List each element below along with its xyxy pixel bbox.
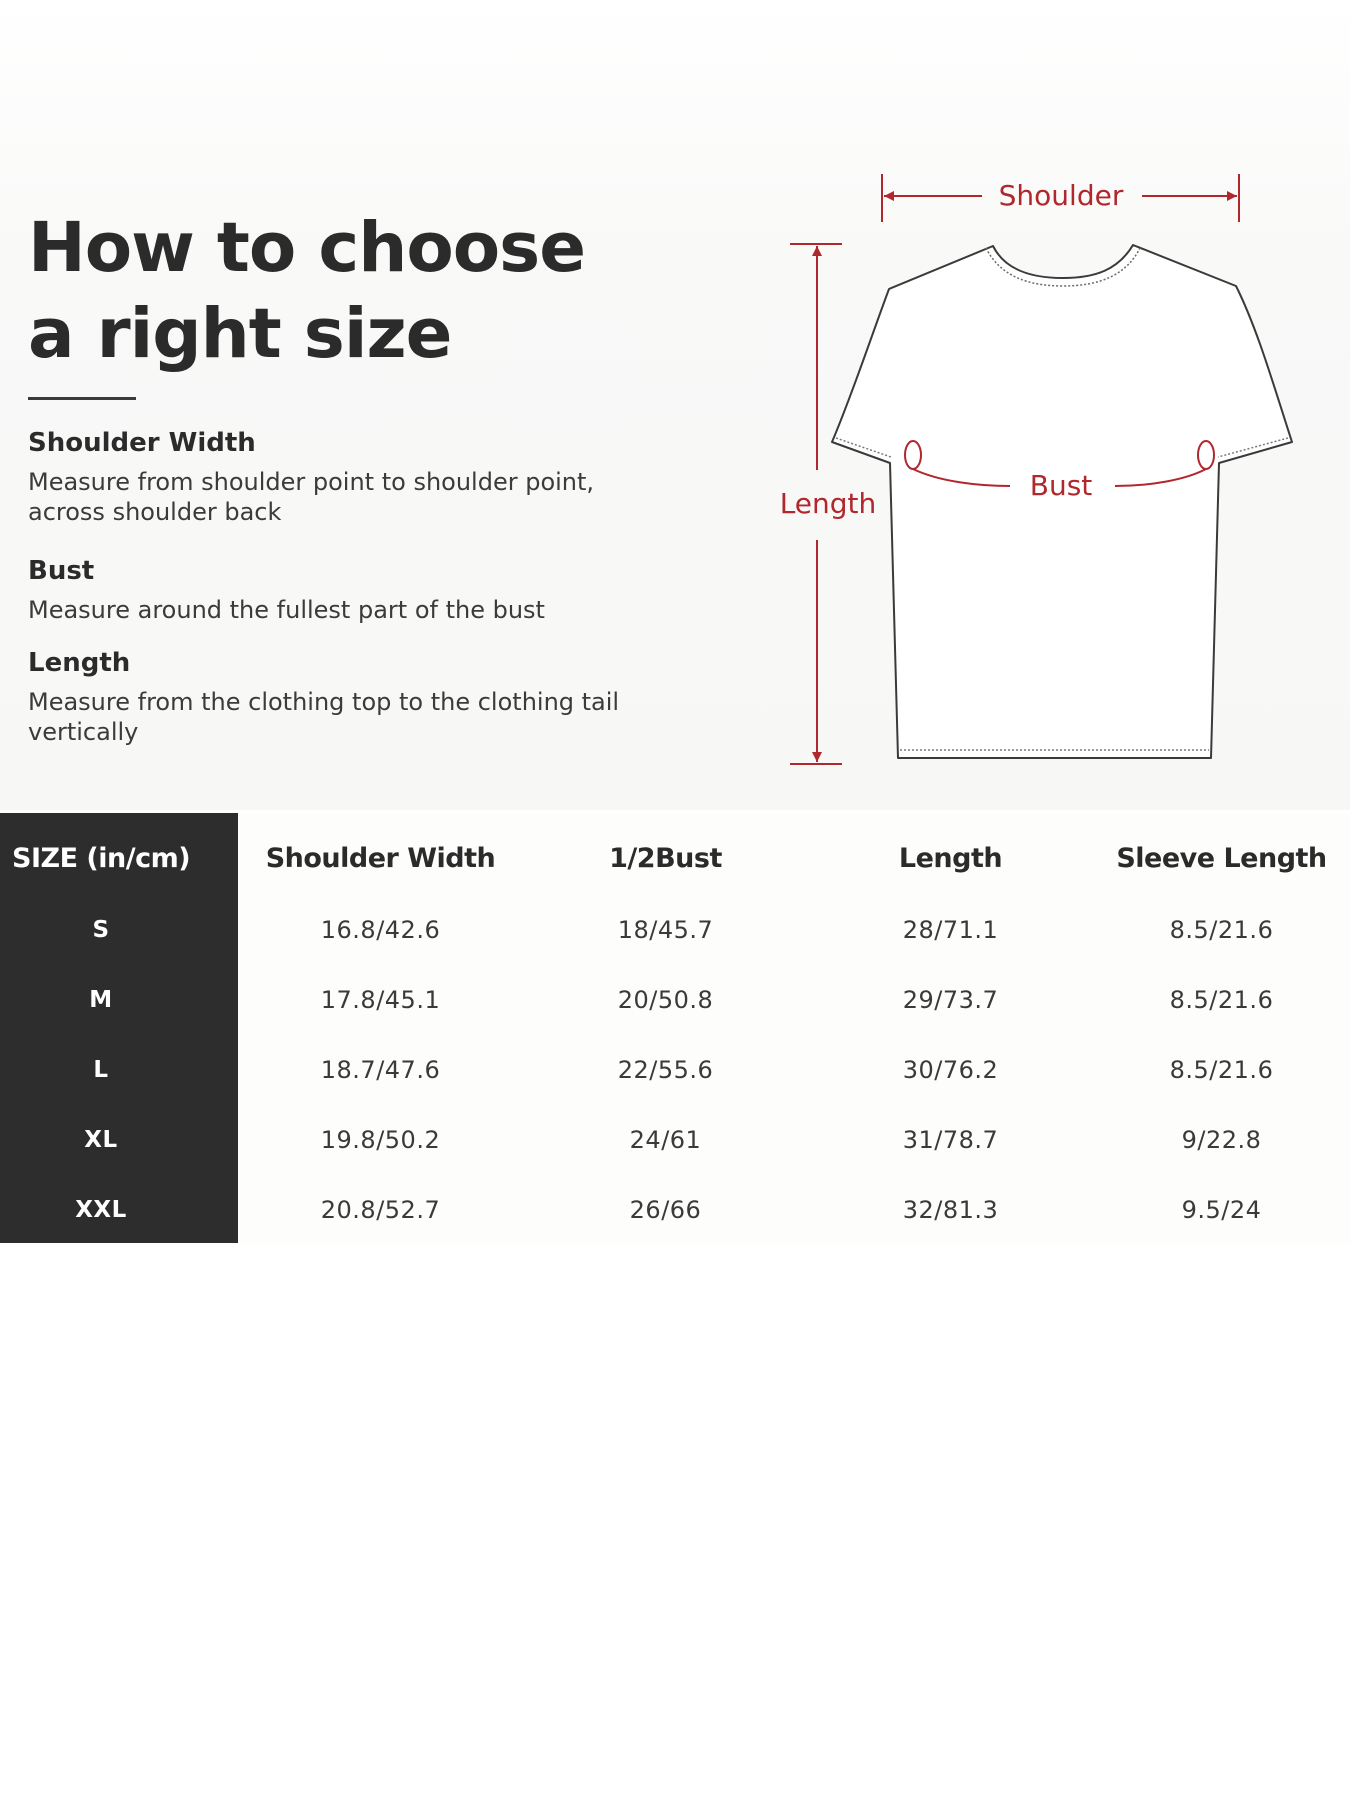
table-cell-sleeve: 8.5/21.6 (1169, 1056, 1274, 1084)
header-size: SIZE (in/cm) (12, 843, 191, 874)
table-cell-shoulder: 18.7/47.6 (320, 1056, 441, 1084)
header-sleeve-length: Sleeve Length (1116, 843, 1327, 874)
guide-description: Measure from shoulder point to shoulder point, across shoulder back (28, 468, 595, 526)
table-cell-shoulder: 19.8/50.2 (320, 1126, 441, 1154)
guide-shoulder-width (28, 428, 678, 527)
table-cell-sleeve: 9/22.8 (1181, 1126, 1262, 1154)
table-cell-length: 28/71.1 (902, 916, 999, 944)
table-cell-shoulder: 17.8/45.1 (320, 986, 441, 1014)
guide-length (28, 648, 678, 747)
guide-description: Measure from the clothing top to the clothing tail vertically (28, 688, 620, 746)
table-cell-sleeve: 9.5/24 (1181, 1196, 1262, 1224)
title-line-2: a right size (28, 294, 452, 374)
table-cell-length: 32/81.3 (902, 1196, 999, 1224)
title-divider (28, 397, 136, 400)
length-arrowhead-top-icon (812, 246, 822, 256)
table-cell-size: S (92, 917, 110, 943)
table-cell-bust: 24/61 (629, 1126, 702, 1154)
guide-title: Length (28, 648, 131, 678)
table-cell-size: XL (84, 1127, 118, 1153)
bust-label: Bust (1029, 469, 1093, 502)
header-shoulder-width: Shoulder Width (265, 843, 496, 874)
table-cell-length: 31/78.7 (902, 1126, 999, 1154)
guide-bust (28, 556, 678, 625)
table-cell-size: M (89, 987, 113, 1013)
size-chart-table (0, 813, 1350, 1243)
table-cell-length: 29/73.7 (902, 986, 999, 1014)
table-cell-bust: 20/50.8 (617, 986, 714, 1014)
guide-description: Measure around the fullest part of the bust (28, 596, 545, 624)
header-half-bust: 1/2Bust (609, 843, 722, 874)
table-cell-bust: 22/55.6 (617, 1056, 714, 1084)
guide-title: Bust (28, 556, 95, 586)
table-cell-length: 30/76.2 (902, 1056, 999, 1084)
length-label: Length (779, 487, 877, 520)
shoulder-arrowhead-left-icon (884, 191, 894, 201)
page-title (28, 205, 585, 377)
header-length: Length (898, 843, 1003, 874)
table-cell-size: XXL (75, 1197, 127, 1223)
shoulder-arrowhead-right-icon (1227, 191, 1237, 201)
table-cell-shoulder: 16.8/42.6 (320, 916, 441, 944)
shoulder-label: Shoulder (998, 179, 1124, 212)
guide-section (0, 0, 1350, 810)
table-cell-shoulder: 20.8/52.7 (320, 1196, 441, 1224)
length-arrowhead-bottom-icon (812, 752, 822, 762)
title-line-1: How to choose (28, 208, 586, 288)
table-cell-size: L (93, 1057, 109, 1083)
table-cell-sleeve: 8.5/21.6 (1169, 986, 1274, 1014)
tshirt-measurement-diagram (760, 160, 1320, 775)
table-cell-bust: 26/66 (629, 1196, 702, 1224)
table-cell-sleeve: 8.5/21.6 (1169, 916, 1274, 944)
guide-title: Shoulder Width (28, 428, 256, 458)
table-cell-bust: 18/45.7 (617, 916, 714, 944)
